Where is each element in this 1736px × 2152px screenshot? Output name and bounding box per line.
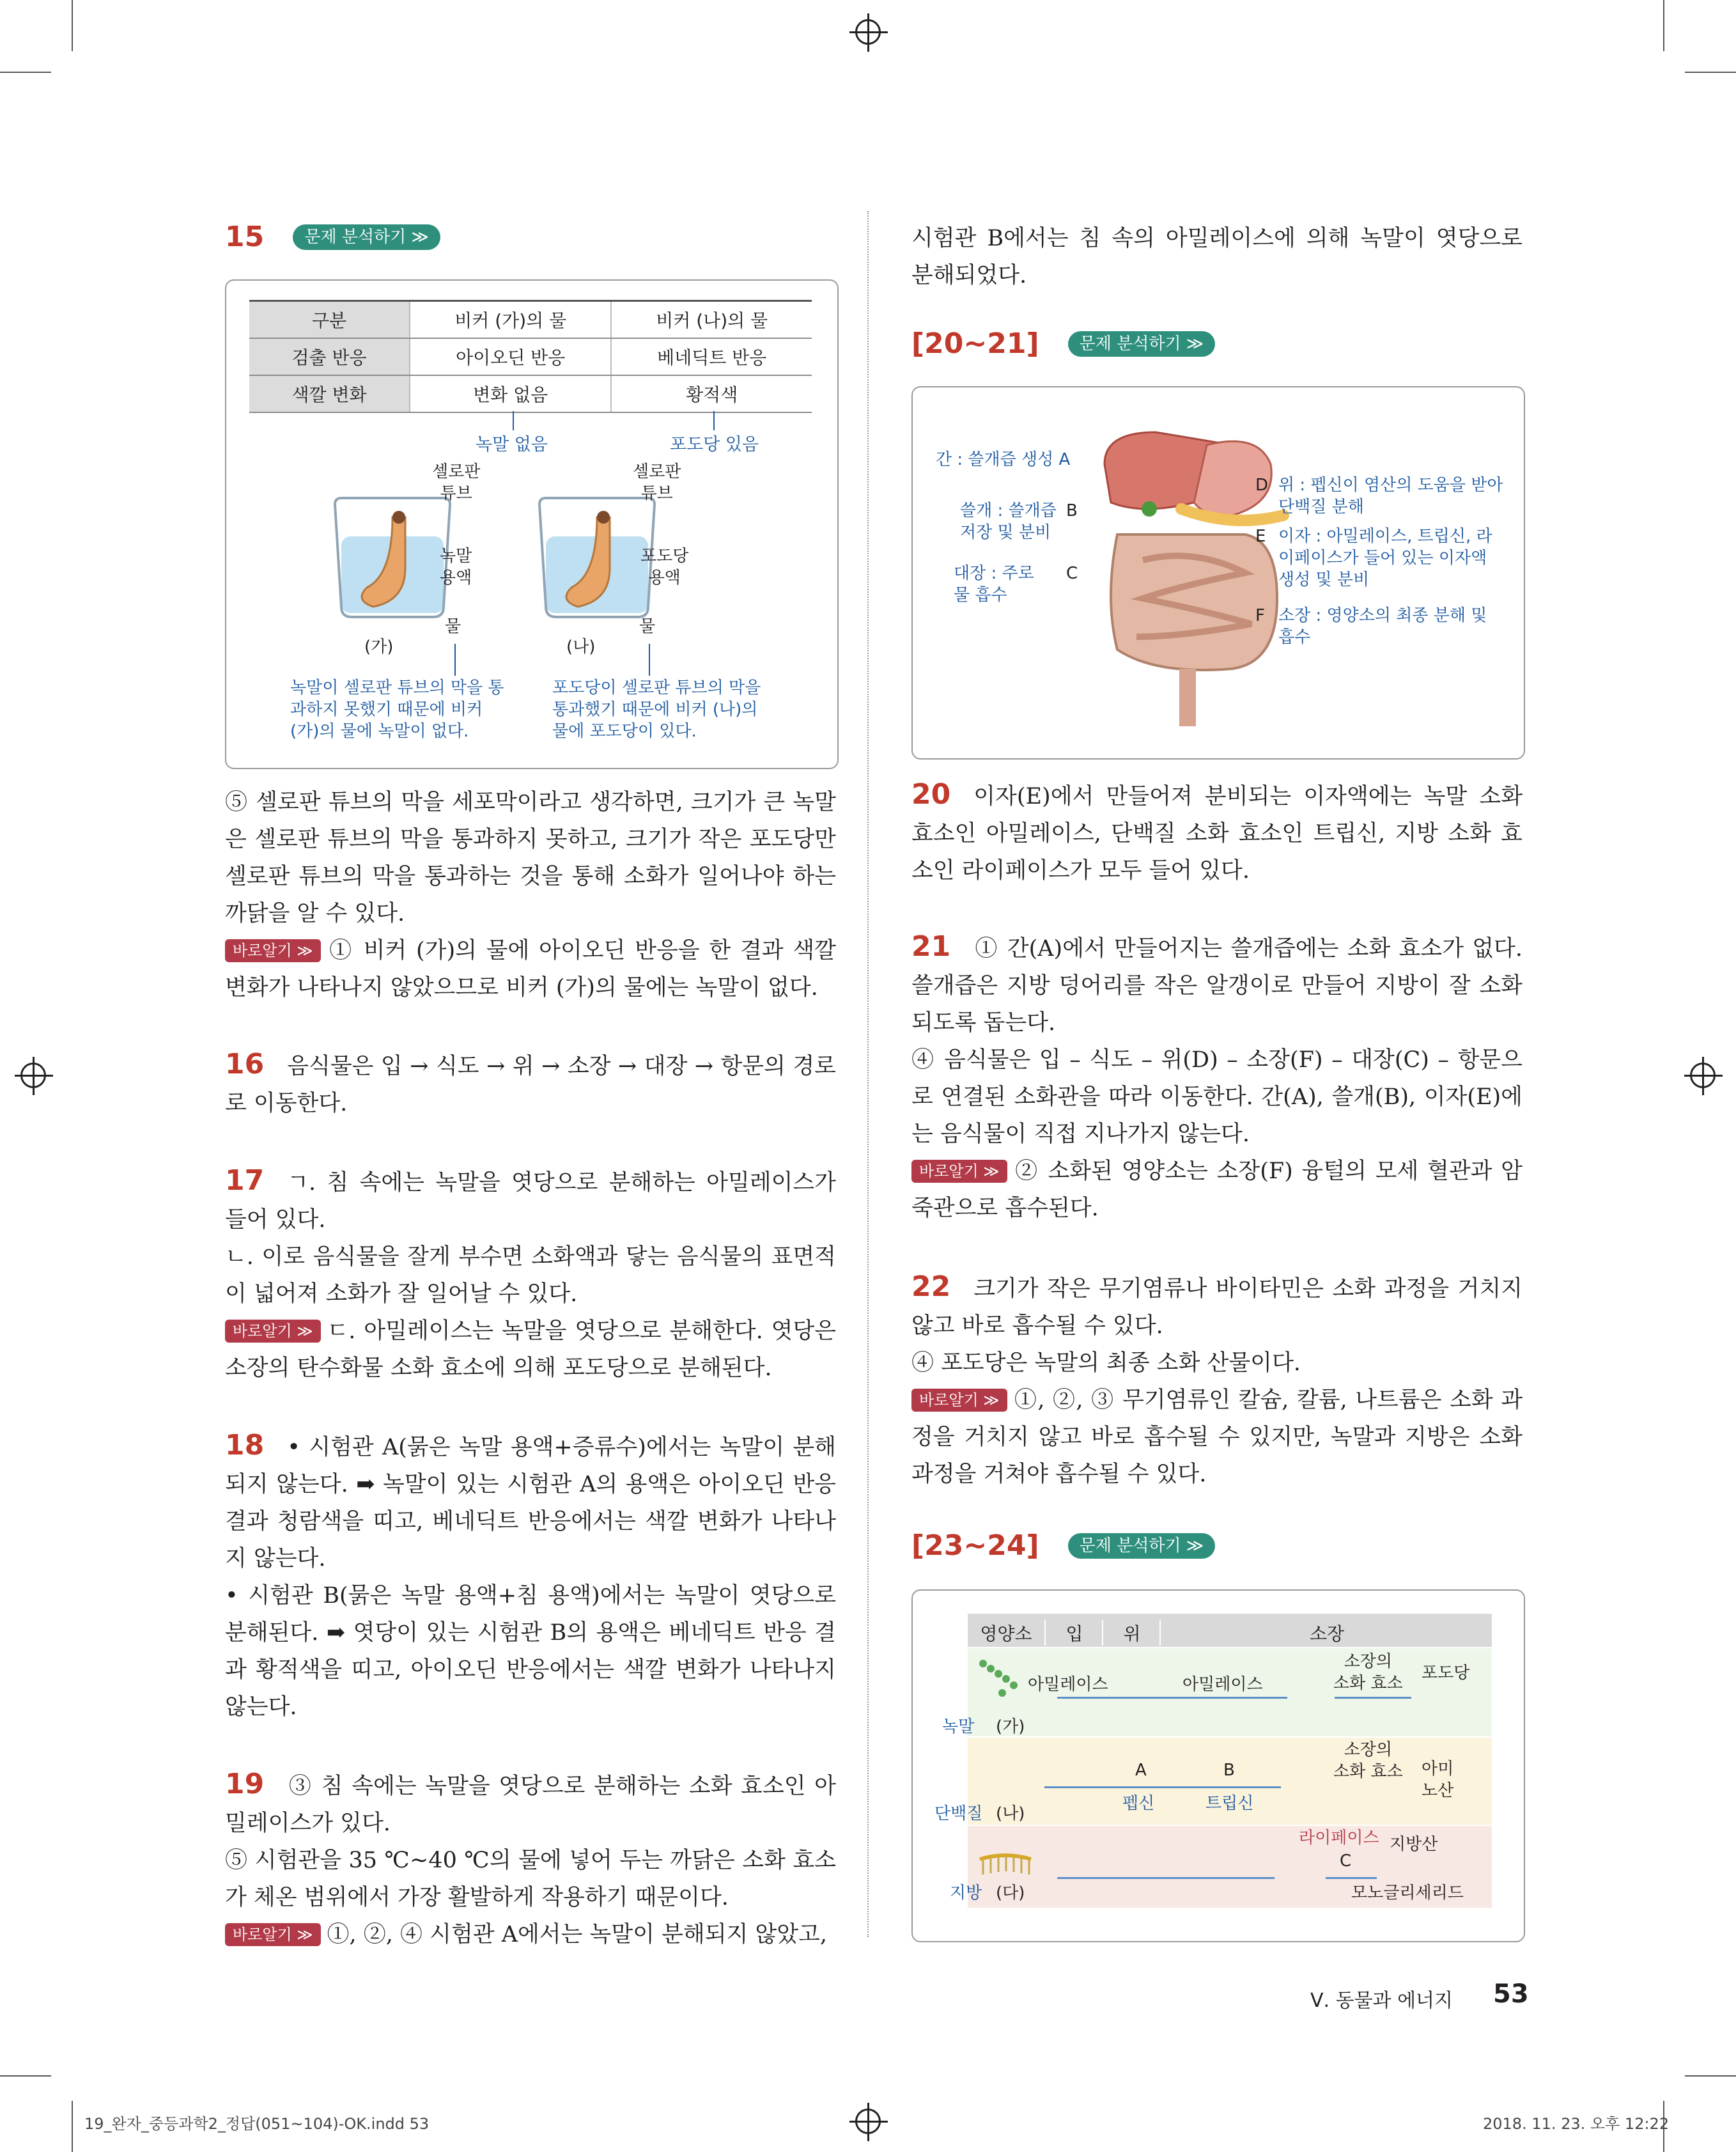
registration-mark-icon	[20, 1063, 46, 1088]
note-no-starch: 녹말 없음	[476, 435, 548, 455]
label-starch-solution: 녹말 용액	[440, 547, 472, 588]
label-water-a: 물	[445, 617, 461, 636]
table-header-cell: 구분	[249, 301, 410, 339]
label-pancreas: 이자 : 아밀레이스, 트립신, 라 이페이스가 들어 있는 이자액 생성 및 분비	[1278, 527, 1492, 589]
paragraph: ② 소화된 영양소는 소장(F) 융털의 모세 혈관과 암죽관으로 흡수된다.	[911, 1158, 1523, 1221]
paragraph: ⑤ 시험관을 35 ℃~40 ℃의 물에 넣어 두는 까닭은 소화 효소가 체온 범위에서 가장 활발하게 작용하기 때문이다.	[225, 1848, 836, 1910]
table-header-cell: 비커 (가)의 물	[410, 301, 611, 339]
note-glucose: 포도당 있음	[670, 435, 759, 455]
question-23-24-header	[911, 1529, 1215, 1562]
paragraph: ①, ②, ④ 시험관 A에서는 녹말이 분해되지 않았고,	[327, 1922, 827, 1947]
tag-da: (다)	[996, 1883, 1025, 1903]
paragraph: • 시험관 A(묽은 녹말 용액+증류수)에서는 녹말이 분해되지 않는다. ➡ 녹말이 있는 시험관 A의 용액은 아이오딘 반응 결과 청람색을 띠고, 베네딕트 반응에서는 색깔 변화가 나타나지 않는다.	[225, 1435, 836, 1571]
arrow	[1057, 1877, 1275, 1879]
question-number: 19	[225, 1768, 265, 1800]
paragraph: ①, ②, ③ 무기염류인 칼슘, 칼륨, 나트륨은 소화 과정을 거치지 않고 바로 흡수될 수 있지만, 녹말과 지방은 소화 과정을 거쳐야 흡수될 수 있다.	[911, 1387, 1523, 1487]
header-small-intestine: 소장	[1159, 1620, 1493, 1646]
correction-badge: 바로알기 ≫	[225, 1320, 321, 1343]
tag-na: (나)	[996, 1804, 1025, 1823]
product-amino-acid: 아미 노산	[1422, 1759, 1454, 1800]
nutrient-protein: 단백질	[934, 1804, 983, 1823]
question-number: 16	[225, 1048, 265, 1080]
arrow	[1335, 1697, 1411, 1699]
registration-mark-icon	[855, 19, 881, 45]
paragraph: ① 간(A)에서 만들어지는 쓸개즙에는 소화 효소가 없다. 쓸개즙은 지방 덩어리를 작은 알갱이로 만들어 지방이 잘 소화되도록 돕는다.	[911, 936, 1523, 1036]
question-number: 22	[911, 1270, 951, 1303]
product-fatty-acid: 지방산	[1390, 1835, 1438, 1854]
label-small-intestine: 소장 : 영양소의 최종 분해 및 흡수	[1278, 606, 1487, 647]
file-info: 19_완자_중등과학2_정답(051~104)-OK.indd 53	[84, 2115, 430, 2133]
column-divider	[867, 211, 869, 1937]
fat-molecule-icon	[977, 1853, 1034, 1878]
correction-badge: 바로알기 ≫	[225, 1923, 321, 1946]
paragraph: 음식물은 입 → 식도 → 위 → 소장 → 대장 → 항문의 경로로 이동한다.	[225, 1054, 836, 1116]
label-liver: 간 : 쓸개즙 생성 A	[936, 450, 1071, 469]
correction-badge: 바로알기 ≫	[225, 939, 321, 962]
analysis-badge: 문제 분석하기 ≫	[1068, 1533, 1215, 1559]
header-nutrient: 영양소	[980, 1623, 1032, 1644]
label-a: A	[1135, 1761, 1147, 1780]
arrow	[1326, 1877, 1377, 1879]
table-cell: 황적색	[611, 375, 812, 412]
paragraph: ⑤ 셀로판 튜브의 막을 세포막이라고 생각하면, 크기가 큰 녹말은 셀로판 튜브의 막을 통과하지 못하고, 크기가 작은 포도당만 셀로판 튜브의 막을 통과하는 것을 통해 소화가 일어나야 하는 까닭을 알 수 있다.	[225, 790, 836, 926]
label-cellophane-b: 셀로판 튜브	[633, 462, 681, 503]
question-number: [23~24]	[911, 1529, 1039, 1562]
q15-table	[249, 300, 812, 413]
question-20	[911, 776, 1523, 889]
nutrient-starch: 녹말	[942, 1717, 975, 1736]
question-number: [20~21]	[911, 327, 1039, 360]
question-18	[225, 1427, 836, 1726]
print-date: 2018. 11. 23. 오후 12:22	[1483, 2115, 1670, 2133]
crop-mark	[0, 2075, 51, 2077]
process-header	[968, 1614, 1492, 1647]
question-number: 18	[225, 1429, 265, 1462]
label-e: E	[1255, 527, 1266, 546]
table-cell: 베네딕트 반응	[611, 338, 812, 375]
label-c: C	[1066, 564, 1078, 583]
crop-mark	[72, 2101, 73, 2152]
crop-mark	[1685, 2075, 1736, 2077]
header-stomach: 위	[1102, 1620, 1161, 1646]
question-19	[225, 1766, 836, 1953]
correction-badge: 바로알기 ≫	[911, 1389, 1007, 1412]
label-stomach: 위 : 펩신이 염산의 도움을 받아 단백질 분해	[1278, 476, 1503, 517]
question-20-21-header	[911, 327, 1215, 360]
label-c: C	[1340, 1852, 1352, 1871]
analysis-badge: 문제 분석하기 ≫	[293, 224, 440, 250]
page-number: 53	[1493, 1979, 1529, 2009]
question-number: 15	[225, 221, 265, 253]
label-glucose-solution: 포도당 용액	[640, 547, 689, 588]
arrow	[1044, 1786, 1281, 1788]
crop-mark	[1663, 0, 1664, 51]
table-cell: 변화 없음	[410, 375, 611, 412]
label-b: B	[1223, 1761, 1235, 1780]
paragraph: ㄷ. 아밀레이스는 녹말을 엿당으로 분해한다. 엿당은 소장의 탄수화물 소화 효소에 의해 포도당으로 분해된다.	[225, 1318, 836, 1381]
crop-mark	[0, 72, 51, 73]
paragraph: ③ 침 속에는 녹말을 엿당으로 분해하는 소화 효소인 아밀레이스가 있다.	[225, 1774, 836, 1836]
label-f: F	[1255, 606, 1265, 625]
arrow	[1172, 1697, 1287, 1699]
paragraph: ④ 포도당은 녹말의 최종 소화 산물이다.	[911, 1350, 1301, 1376]
paragraph: ④ 음식물은 입 – 식도 – 위(D) – 소장(F) – 대장(C) – 항문으로 연결된 소화관을 따라 이동한다. 간(A), 쓸개(B), 이자(E)에는 음식물이 직접 지나가지 않는다.	[911, 1047, 1523, 1147]
label-d: D	[1255, 476, 1269, 495]
enzyme-amylase-pancreas: 아밀레이스	[1182, 1675, 1263, 1694]
question-15-header	[225, 221, 440, 253]
paragraph: 크기가 작은 무기염류나 바이타민은 소화 과정을 거치지 않고 바로 흡수될 수 있다.	[911, 1276, 1523, 1339]
question-number: 20	[911, 778, 951, 811]
paragraph: ① 비커 (가)의 물에 아이오딘 반응을 한 결과 색깔 변화가 나타나지 않았으므로 비커 (가)의 물에는 녹말이 없다.	[225, 938, 836, 1001]
enzyme-intestinal: 소장의 소화 효소	[1333, 1652, 1403, 1693]
question-number: 21	[911, 930, 951, 963]
question-number: 17	[225, 1164, 265, 1197]
section-title: Ⅴ. 동물과 에너지	[1310, 1990, 1453, 2012]
paragraph: ㄱ. 침 속에는 녹말을 엿당으로 분해하는 아밀레이스가 들어 있다.	[225, 1170, 836, 1233]
analysis-badge: 문제 분석하기 ≫	[1068, 331, 1215, 357]
enzyme-intestinal-protein: 소장의 소화 효소	[1333, 1740, 1403, 1781]
tag-ga: (가)	[996, 1717, 1025, 1736]
label-b: B	[1066, 501, 1078, 520]
label-cellophane-a: 셀로판 튜브	[432, 462, 481, 503]
product-monoglyceride: 모노글리세리드	[1351, 1883, 1464, 1903]
enzyme-amylase-mouth: 아밀레이스	[1028, 1675, 1108, 1694]
label-gallbladder: 쓸개 : 쓸개즙 저장 및 분비	[960, 501, 1057, 542]
table-cell: 검출 반응	[249, 338, 410, 375]
caption-beaker-a: 녹말이 셀로판 튜브의 막을 통과하지 못했기 때문에 비커 (가)의 물에 녹말이 없다.	[290, 678, 504, 741]
table-cell: 색깔 변화	[249, 375, 410, 412]
label-water-b: 물	[639, 617, 656, 636]
label-na: (나)	[566, 637, 596, 657]
question-17	[225, 1162, 836, 1387]
label-large-intestine: 대장 : 주로 물 흡수	[954, 564, 1034, 605]
paragraph: ㄴ. 이로 음식물을 잘게 부수면 소화액과 닿는 음식물의 표면적이 넓어져 소화가 잘 일어날 수 있다.	[225, 1244, 836, 1307]
table-header-cell: 비커 (나)의 물	[611, 301, 812, 339]
header-mouth: 입	[1044, 1620, 1103, 1646]
paragraph: • 시험관 B(묽은 녹말 용액+침 용액)에서는 녹말이 엿당으로 분해된다. ➡ 엿당이 있는 시험관 B의 용액은 베네딕트 반응 결과 황적색을 띠고, 아이오딘 반응에서는 색깔 변화가 나타나지 않는다.	[225, 1583, 836, 1720]
starch-chain-icon	[977, 1657, 1028, 1708]
paragraph: 이자(E)에서 만들어져 분비되는 이자액에는 녹말 소화 효소인 아밀레이스, 단백질 소화 효소인 트립신, 지방 소화 효소인 라이페이스가 모두 들어 있다.	[911, 784, 1523, 884]
question-16	[225, 1046, 836, 1122]
enzyme-pepsin: 펩신	[1122, 1794, 1155, 1813]
enzyme-lipase: 라이페이스	[1299, 1828, 1379, 1848]
caption-beaker-b: 포도당이 셀로판 튜브의 막을 통과했기 때문에 비커 (나)의 물에 포도당이 있다.	[552, 678, 761, 741]
digestive-system-figure	[911, 386, 1525, 760]
correction-badge: 바로알기 ≫	[911, 1160, 1007, 1183]
q15-explanation	[225, 784, 836, 1006]
product-glucose: 포도당	[1422, 1664, 1470, 1683]
q19-continuation: 시험관 B에서는 침 속의 아밀레이스에 의해 녹말이 엿당으로 분해되었다.	[911, 226, 1523, 288]
table-cell: 아이오딘 반응	[410, 338, 611, 375]
registration-mark-icon	[855, 2109, 881, 2134]
question-21	[911, 928, 1523, 1227]
arrow	[1057, 1697, 1172, 1699]
question-22	[911, 1268, 1523, 1493]
registration-mark-icon	[1690, 1063, 1716, 1088]
nutrient-fat: 지방	[950, 1883, 982, 1903]
crop-mark	[72, 0, 73, 51]
q15-figure-box	[225, 279, 839, 769]
enzyme-trypsin: 트립신	[1205, 1794, 1254, 1813]
crop-mark	[1685, 72, 1736, 73]
digestion-process-figure	[911, 1589, 1525, 1942]
beaker-a-illustration	[329, 492, 456, 620]
label-ga: (가)	[364, 637, 394, 657]
